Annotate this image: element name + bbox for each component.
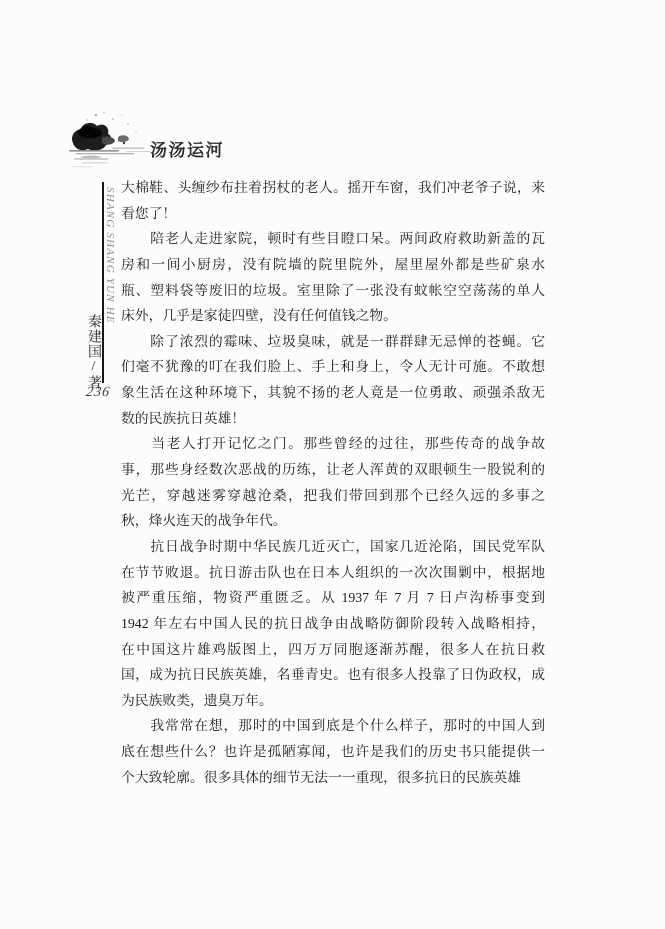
text-line: 为民族败类，遗臭万年。: [121, 692, 273, 708]
text-line: 国，成为抗日民族英雄，名垂青史。也有很多人投靠了日伪政权，成: [121, 667, 545, 683]
text-line: 在中国这片雄鸡版图上，四万万同胞逐渐苏醒，很多人在抗日救: [121, 641, 545, 657]
text-line: 瓶、塑料袋等废旧的垃圾。室里除了一张没有蚊帐空空荡荡的单人: [121, 282, 545, 298]
text-line: 数的民族抗日英雄！: [121, 410, 246, 426]
text-line: 除了浓烈的霉味、垃圾臭味，就是一群群肆无忌惮的苍蝇。它: [121, 333, 545, 349]
author-name: 秦建国/著: [86, 314, 101, 390]
text-line: 床外，几乎是家徒四壁，没有任何值钱之物。: [121, 308, 397, 324]
text-line: 我常常在想，那时的中国到底是个什么样子，那时的中国人到: [121, 718, 545, 734]
text-line: 大棉鞋、头缠纱布拄着拐杖的老人。摇开车窗，我们冲老爷子说，来: [121, 180, 545, 195]
ink-wash-illustration: [66, 110, 156, 174]
text-line: 看您了！: [121, 205, 177, 221]
text-line: 当老人打开记忆之门。那些曾经的过往，那些传奇的战争故: [121, 436, 545, 452]
text-line: 在节节败退。抗日游击队也在日本人组织的一次次围剿中，根据地: [121, 564, 545, 580]
page-number: 236: [85, 385, 112, 400]
text-line: 个大致轮廓。很多具体的细节无法一一重现，很多抗日的民族英雄: [121, 769, 522, 785]
text-line: 陪老人走进家院，顿时有些目瞪口呆。两间政府救助新盖的瓦: [121, 231, 545, 247]
book-title: 汤汤运河: [150, 141, 224, 160]
text-line: 光芒，穿越迷雾穿越沧桑，把我们带回到那个已经久远的多事之: [121, 487, 545, 503]
body-text: [121, 175, 545, 790]
text-line: 被严重压缩，物资严重匮乏。从 1937 年 7 月 7 日卢沟桥事变到: [121, 590, 545, 606]
ink-splash-icon: [66, 110, 156, 174]
text-line: 房和一间小厨房，没有院墙的院里院外，屋里屋外都是些矿泉水: [121, 256, 545, 272]
series-title-romanized: SHANG SHANG YUN HE: [104, 187, 116, 324]
text-line: 秋，烽火连天的战争年代。: [121, 513, 287, 529]
text-line: 事，那些身经数次恶战的历练，让老人浑黄的双眼顿生一股锐利的: [121, 462, 545, 478]
text-line: 1942 年左右中国人民的抗日战争由战略防御阶段转入战略相持，: [121, 615, 545, 631]
text-line: 抗日战争时期中华民族几近灭亡，国家几近沦陷，国民党军队: [121, 538, 545, 554]
text-line: 象生活在这种环境下，其貌不扬的老人竟是一位勇敢、顽强杀敌无: [121, 385, 545, 401]
text-line: 们毫不犹豫的叮在我们脸上、手上和身上，令人无计可施。不敢想: [121, 359, 545, 375]
text-line: 底在想些什么？也许是孤陋寡闻，也许是我们的历史书只能提供一: [121, 744, 545, 760]
